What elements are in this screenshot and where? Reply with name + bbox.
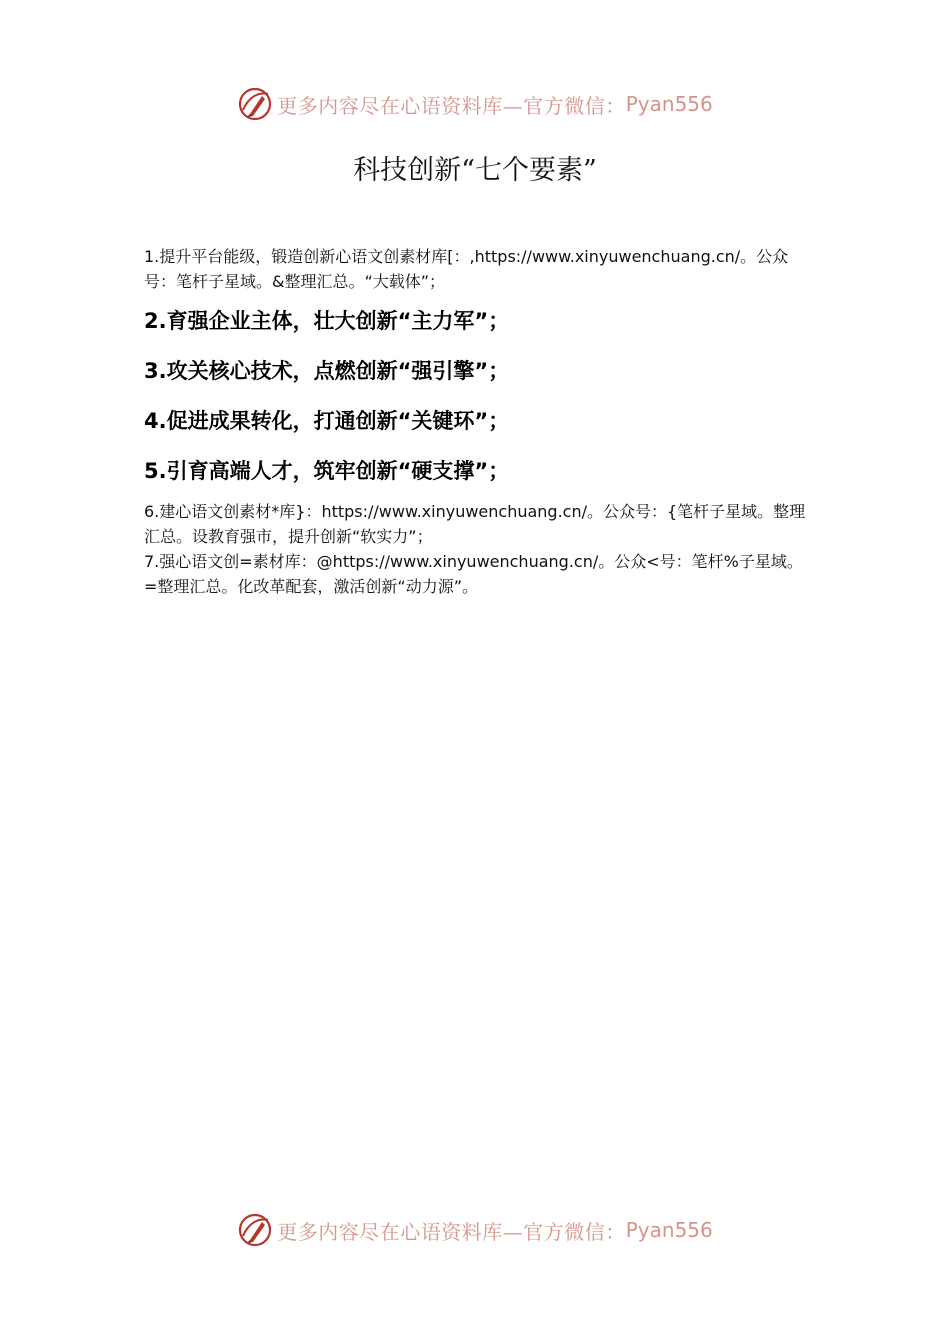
pen-logo-icon — [237, 1212, 273, 1248]
pen-logo-icon — [237, 86, 273, 122]
list-item-1: 1.提升平台能级，锻造创新心语文创素材库[：,https://www.xinyuwenchuang.cn/。公众号：笔杆子星域。&整理汇总。“大载体”； — [144, 247, 789, 291]
footer-banner — [0, 1208, 950, 1252]
list-item-5: 5.引育高端人才，筑牢创新“硬支撑”； — [144, 459, 510, 483]
list-item-2: 2.育强企业主体，壮大创新“主力军”； — [144, 309, 510, 333]
banner-inner — [237, 1212, 713, 1248]
banner-wechat-id: Pyan556 — [625, 92, 713, 116]
list-item-4: 4.促进成果转化，打通创新“关键环”； — [144, 409, 510, 433]
banner-wechat-id: Pyan556 — [625, 1218, 713, 1242]
list-item-6: 6.建心语文创素材*库}：https://www.xinyuwenchuang.cn/。公众号：{笔杆子星域。整理汇总。设教育强市，提升创新“软实力”； — [144, 502, 806, 546]
list-item-7: 7.强心语文创=素材库：@https://www.xinyuwenchuang.cn/。公众<号：笔杆%子星域。=整理汇总。化改革配套，激活创新“动力源”。 — [144, 552, 803, 596]
banner-inner — [237, 86, 713, 122]
banner-text: 更多内容尽在心语资料库—官方微信： — [277, 1219, 626, 1244]
banner-text: 更多内容尽在心语资料库—官方微信： — [277, 93, 626, 118]
document-title: 科技创新“七个要素” — [353, 155, 597, 186]
document-body — [144, 244, 816, 599]
list-item-3: 3.攻关核心技术，点燃创新“强引擎”； — [144, 359, 510, 383]
header-banner — [0, 82, 950, 126]
